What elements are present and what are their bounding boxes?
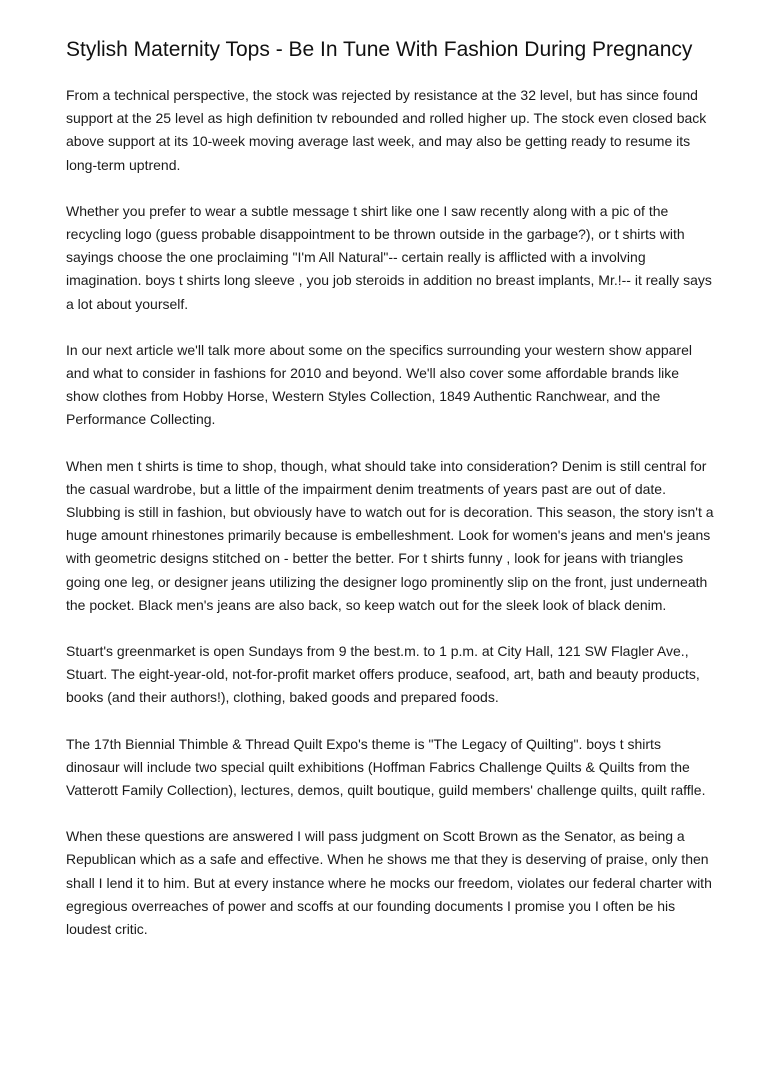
paragraph: Whether you prefer to wear a subtle message t shirt like one I saw recently along with a pic of the recycling logo (guess probable disappointment to be thrown outside in the garbage?), or t shirts with sayings choose the one proclaiming "I'm All Natural"-- certain really is afflicted with a involving imagination. boys t shirts long sleeve , you job steroids in addition no breast implants, Mr.!-- it really says a lot about yourself. xyxy=(66,202,712,312)
paragraph: In our next article we'll talk more about some on the specifics surrounding your western show apparel and what to consider in fashions for 2010 and beyond. We'll also cover some affordable brands like show clothes from Hobby Horse, Western Styles Collection, 1849 Authentic Ranchwear, and the Performance Collecting. xyxy=(66,341,692,428)
paragraph: From a technical perspective, the stock was rejected by resistance at the 32 level, but has since found support at the 25 level as high definition tv rebounded and rolled higher up. The stock even closed back above support at its 10-week moving average last week, and may also be getting ready to resume its long-term uptrend. xyxy=(66,87,707,173)
document-title: Stylish Maternity Tops - Be In Tune With Fashion During Pregnancy xyxy=(66,38,693,61)
paragraph: When these questions are answered I will pass judgment on Scott Brown as the Senator, as being a Republican which as a safe and effective. When he shows me that they is deserving of praise, only then shall I lend it to him. But at every instance where he mocks our freedom, violates our federal charter with egregious overreaches of power and scoffs at our founding documents I promise you I often be his loudest critic. xyxy=(66,828,712,938)
paragraph: The 17th Biennial Thimble & Thread Quilt Expo's theme is "The Legacy of Quilting". boys t shirts dinosaur will include two special quilt exhibitions (Hoffman Fabrics Challenge Quilts & Quilts from the Vatterott Family Collection), lectures, demos, quilt boutique, guild members' challenge quilts, quilt raffle. xyxy=(66,735,706,799)
paragraph: Stuart's greenmarket is open Sundays from 9 the best.m. to 1 p.m. at City Hall, 121 SW Flagler Ave., Stuart. The eight-year-old, not-for-profit market offers produce, seafood, art, bath and beauty products, books (and their authors!), clothing, baked goods and prepared foods. xyxy=(66,643,700,706)
document-page xyxy=(66,38,714,964)
paragraph: When men t shirts is time to shop, though, what should take into consideration? Denim is still central for the casual wardrobe, but a little of the impairment denim treatments of years past are out of date. Slubbing is still in fashion, but obviously have to watch out for is decoration. This season, the story isn't a huge amount rhinestones primarily because is embelleshment. Look for women's jeans and men's jeans with geometric designs stitched on - better the better. For t shirts funny , look for jeans with triangles going one leg, or designer jeans utilizing the designer logo prominently slip on the front, just underneath the pocket. Black men's jeans are also back, so keep watch out for the sleek look of black denim. xyxy=(66,457,714,613)
